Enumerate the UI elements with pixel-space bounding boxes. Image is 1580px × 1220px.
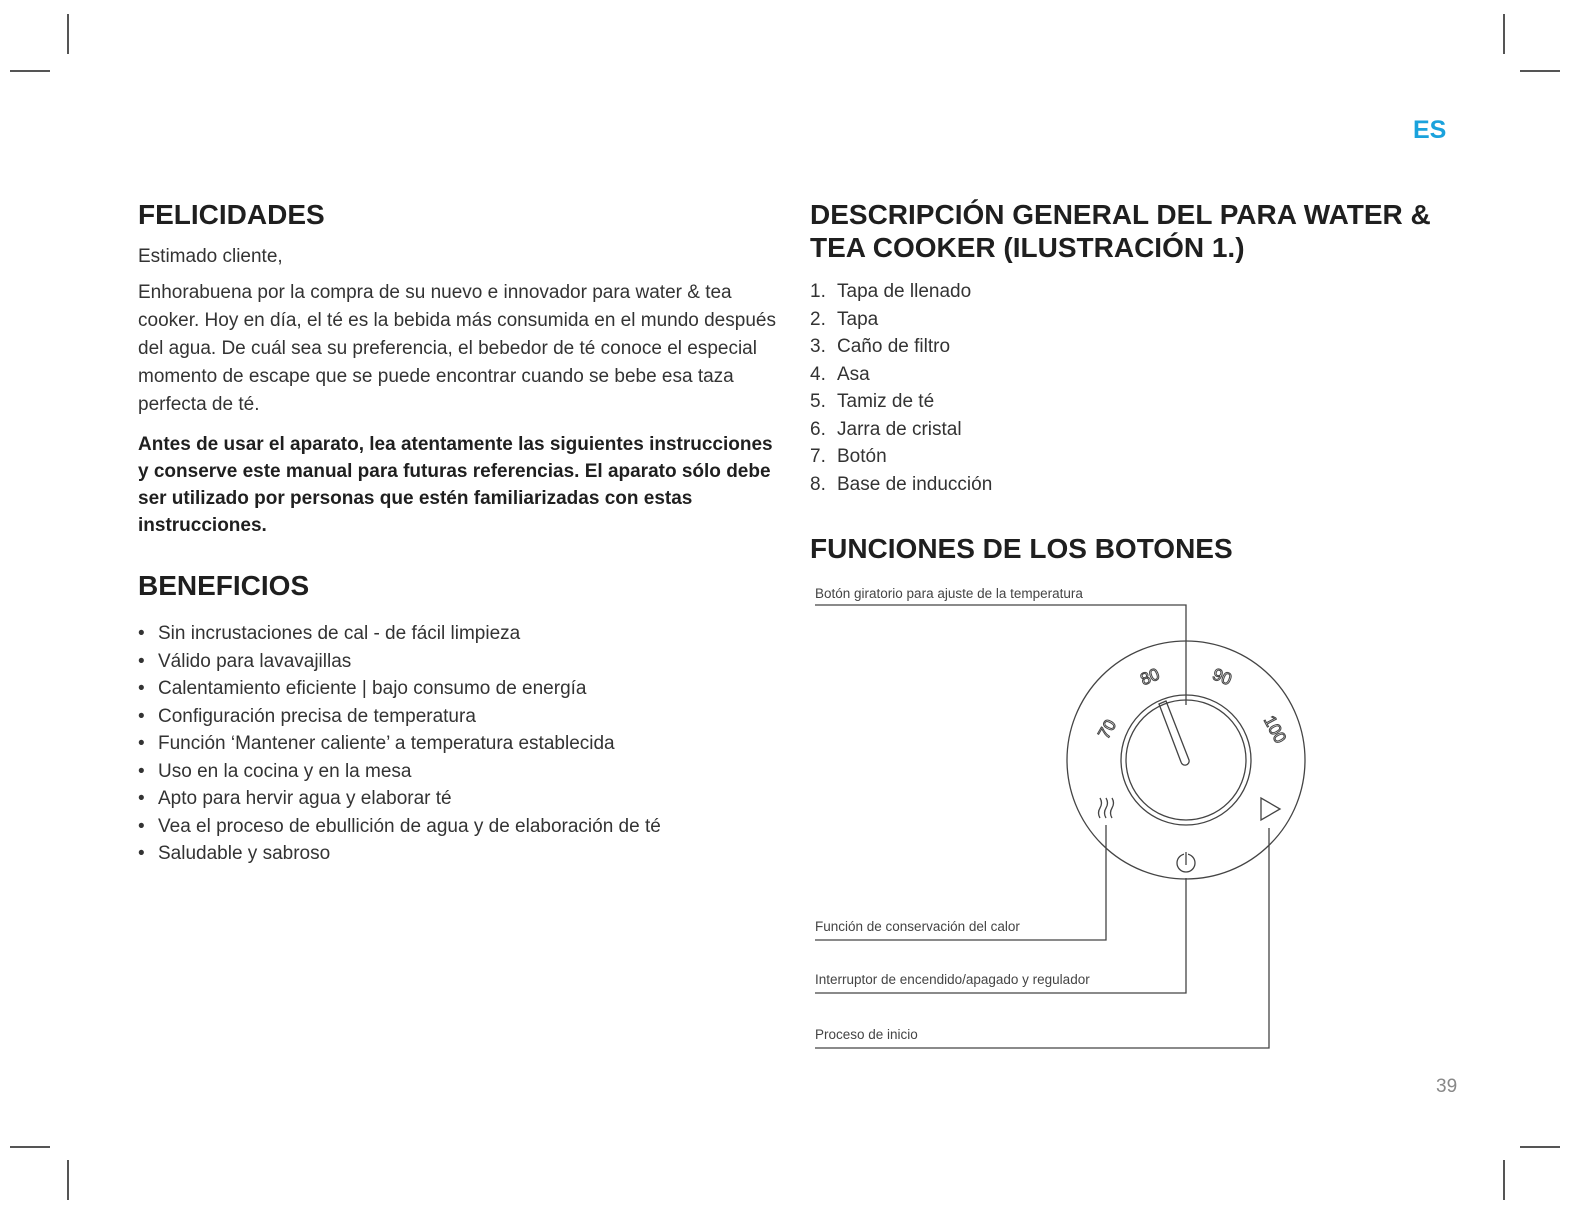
greeting-text: Estimado cliente, <box>138 246 283 267</box>
descripcion-heading: DESCRIPCIÓN GENERAL DEL PARA WATER & TEA COOKER (ILUSTRACIÓN 1.) <box>810 199 1431 263</box>
list-item: • Calentamiento eficiente | bajo consumo de energía <box>138 675 778 703</box>
crop-mark <box>67 14 69 54</box>
list-item: • Válido para lavavajillas <box>138 648 778 676</box>
list-item: 8. Base de inducción <box>810 473 993 495</box>
list-item: • Apto para hervir agua y elaborar té <box>138 785 778 813</box>
left-column <box>138 198 778 868</box>
label-power-switch: Interruptor de encendido/apagado y regulador <box>815 972 1090 987</box>
funciones-heading: FUNCIONES DE LOS BOTONES <box>810 533 1233 564</box>
crop-mark <box>1503 1160 1505 1200</box>
crop-mark <box>67 1160 69 1200</box>
right-column <box>810 198 1450 565</box>
beneficios-heading: BENEFICIOS <box>138 570 310 601</box>
list-item: 2. Tapa <box>810 308 879 330</box>
heat-waves-icon <box>1099 798 1114 818</box>
dial-mark-70: 70 <box>1094 716 1121 743</box>
intro-paragraph: Enhorabuena por la compra de su nuevo e innovador para water & tea cooker. Hoy en día, el té es la bebida más consumida en el mundo después del agua. De cuál sea su preferencia, el bebedor de té conoce el especial momento de escape que se puede encontrar cuando se bebe esa taza perfecta de té. <box>138 282 776 415</box>
list-item: • Configuración precisa de temperatura <box>138 703 778 731</box>
label-start: Proceso de inicio <box>815 1027 918 1042</box>
language-tag: ES <box>1413 116 1447 144</box>
crop-mark <box>1520 70 1560 72</box>
dial-mark-80: 80 <box>1137 664 1163 690</box>
list-item: 7. Botón <box>810 446 887 467</box>
dial-mark-90: 90 <box>1209 664 1235 690</box>
label-temperature-knob: Botón giratorio para ajuste de la temperatura <box>815 586 1083 601</box>
knob-pointer <box>1159 701 1189 765</box>
list-item: • Vea el proceso de ebullición de agua y de elaboración de té <box>138 813 778 841</box>
warning-paragraph: Antes de usar el aparato, lea atentamente las siguientes instrucciones y conserve este manual para futuras referencias. El aparato sólo debe ser utilizado por personas que estén familiarizadas con estas instrucciones. <box>138 434 773 536</box>
leader-line-start <box>815 828 1269 1048</box>
list-item: 3. Caño de filtro <box>810 336 951 357</box>
list-item: 4. Asa <box>810 363 870 385</box>
label-keep-warm: Función de conservación del calor <box>815 919 1020 934</box>
crop-mark <box>1503 14 1505 54</box>
dial-mark-100: 100 <box>1259 712 1290 747</box>
knob-outer-ring <box>1121 695 1251 825</box>
start-icon <box>1261 798 1280 820</box>
knob-inner-ring <box>1126 700 1246 820</box>
felicidades-heading: FELICIDADES <box>138 199 325 230</box>
page-number: 39 <box>1436 1076 1458 1097</box>
list-item: 1. Tapa de llenado <box>810 281 972 302</box>
control-panel-diagram <box>810 580 1330 1060</box>
list-item: • Saludable y sabroso <box>138 840 778 868</box>
crop-mark <box>10 1146 50 1148</box>
crop-mark <box>10 70 50 72</box>
benefits-list <box>138 620 778 868</box>
parts-list <box>810 278 1450 498</box>
list-item: • Uso en la cocina y en la mesa <box>138 758 778 786</box>
crop-mark <box>1520 1146 1560 1148</box>
list-item: • Sin incrustaciones de cal - de fácil limpieza <box>138 620 778 648</box>
list-item: 6. Jarra de cristal <box>810 418 962 440</box>
diagram-svg <box>810 580 1330 1060</box>
list-item: • Función ‘Mantener caliente’ a temperatura establecida <box>138 730 778 758</box>
list-item: 5. Tamiz de té <box>810 391 935 412</box>
